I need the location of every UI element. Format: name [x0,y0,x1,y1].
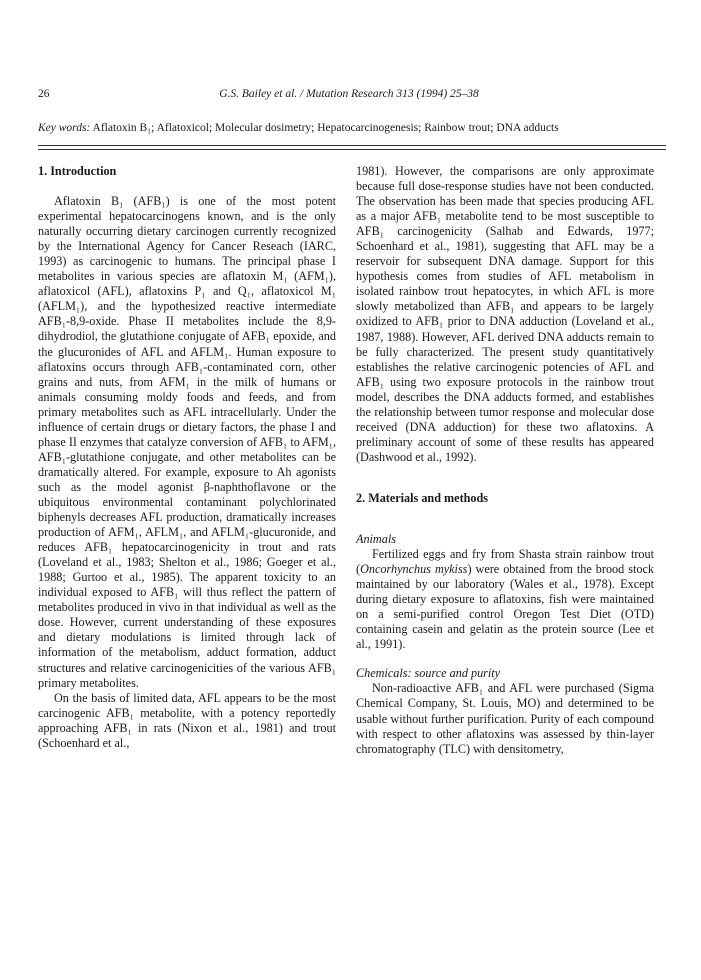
running-head: G.S. Bailey et al. / Mutation Research 313 (1994) 25–38 [219,88,479,100]
right-column [356,164,654,757]
keywords-text: Aflatoxin B₁; Aflatoxicol; Molecular dosimetry; Hepatocarcinogenesis; Rainbow trout; DNA adducts [92,122,559,134]
animals-text-after: ) were obtained from the brood stock maintained by our laboratory (Wales et al., 1978). Except during dietary exposure to aflatoxins, fish were maintained on a semi-purified control Oregon Test Diet (OTD) containing casein and gelatin as the protein source (Lee et al., 1991). [356,562,654,652]
intro-paragraph-2-continued: 1981). However, the comparisons are only approximate because full dose-response studies have not been conducted. The observation has been made that species producing AFL as a major AFB₁ metabolite tend to be most susceptible to AFB₁ carcinogenicity (Salhab and Edwards, 1977; Schoenhard et al., 1981), suggesting that AFL may be a reservoir for subsequent DNA damage. Support for this hypothesis comes from studies of AFL metabolism in isolated rainbow trout hepatocytes, in which AFL is more slowly metabolized than AFB₁ and appears to be largely oxidized to AFB₁ prior to DNA adduction (Loveland et al., 1987, 1988). However, AFL derived DNA adducts remain to be fully characterized. The present study quantitatively establishes the relative carcinogenic potencies of AFL and AFB₁ using two exposure protocols in the rainbow trout model, describes the DNA adducts formed, and establishes the relationship between tumor response and molecular dose received (DNA adduction) for these two aflatoxins. A preliminary account of some of these results has appeared (Dashwood et al., 1992). [356,164,654,464]
introduction-heading: 1. Introduction [38,164,117,178]
keywords-label: Key words: [38,122,91,134]
chemicals-subheading: Chemicals: source and purity [356,666,501,681]
intro-paragraph-2: On the basis of limited data, AFL appears to be the most carcinogenic AFB₁ metabolite, with a potency reportedly approaching AFB₁ in rats (Nixon et al., 1981) and trout (Schoenhard et al., [38,690,336,750]
left-column [38,164,336,751]
methods-heading: 2. Materials and methods [356,490,489,505]
animals-subheading: Animals [356,531,396,546]
animals-text-before: Fertilized eggs and fry from Shasta strain rainbow trout ( [356,547,654,577]
species-name: Oncorhynchus mykiss [360,562,468,577]
page-header [38,88,660,104]
page-number: 26 [38,88,50,100]
chemicals-paragraph: Non-radioactive AFB₁ and AFL were purchased (Sigma Chemical Company, St. Louis, MO) and determined to be usable without further purification. Purity of each compound with respect to other aflatoxins was assessed by thin-layer chromatography (TLC) with densitometry, [356,681,654,756]
intro-paragraph-1: Aflatoxin B₁ (AFB₁) is one of the most potent experimental hepatocarcinogens known, and is the only naturally occurring dietary carcinogen currently recognized by the International Agency for Cancer Reseach (IARC, 1993) as carcinogenic to humans. The principal phase I metabolites in various species are aflatoxin M₁ (AFM₁), aflatoxicol (AFL), aflatoxins P₁ and Q₁, aflatoxicol M₁ (AFLM₁), and the hypothesized reactive intermediate AFB₁-8,9-oxide. Phase II metabolites include the 8,9-dihydrodiol, the glutathione conjugate of AFB₁ epoxide, and the glucuronides of AFL and AFLM₁. Human exposure to aflatoxins occurs through AFB₁-contaminated corn, other grains and nuts, from AFM₁ in the milk of humans or animals consuming moldy foods and feeds, and from primary metabolites such as AFL intracellularly. Under the influence of certain drugs or dietary factors, the phase I and phase II enzymes that catalyze conversion of AFB₁ to AFM₁, AFB₁-glutathione conjugate, and other metabolites can be dramatically altered. For example, exposure to Ah agonists such as the model agonist β-naphthoflavone or the ubiquitous environmental contaminant polychlorinated biphenyls decreases AFL production, dramatically increases production of AFM₁, AFLM₁, and AFLM₁-glucuronide, and reduces AFB₁ hepatocarcinogenicity in trout and rats (Loveland et al., 1983; Shelton et al., 1986; Goeger et al., 1988; Gurtoo et al., 1985). The apparent toxicity to an individual exposed to AFB₁ will thus reflect the pattern of metabolites produced in vivo in that individual as well as the dose. However, current understanding of these exposures and dietary modulations is limited through lack of information of the metabolism, adduct formation, adduct structures and relative carcinogenicities of the various AFB₁ primary metabolites. [38,194,336,690]
keywords-rule-bottom [38,149,666,150]
keywords-rule-top [38,145,666,146]
keywords-line [38,122,668,134]
animals-paragraph [356,547,654,652]
